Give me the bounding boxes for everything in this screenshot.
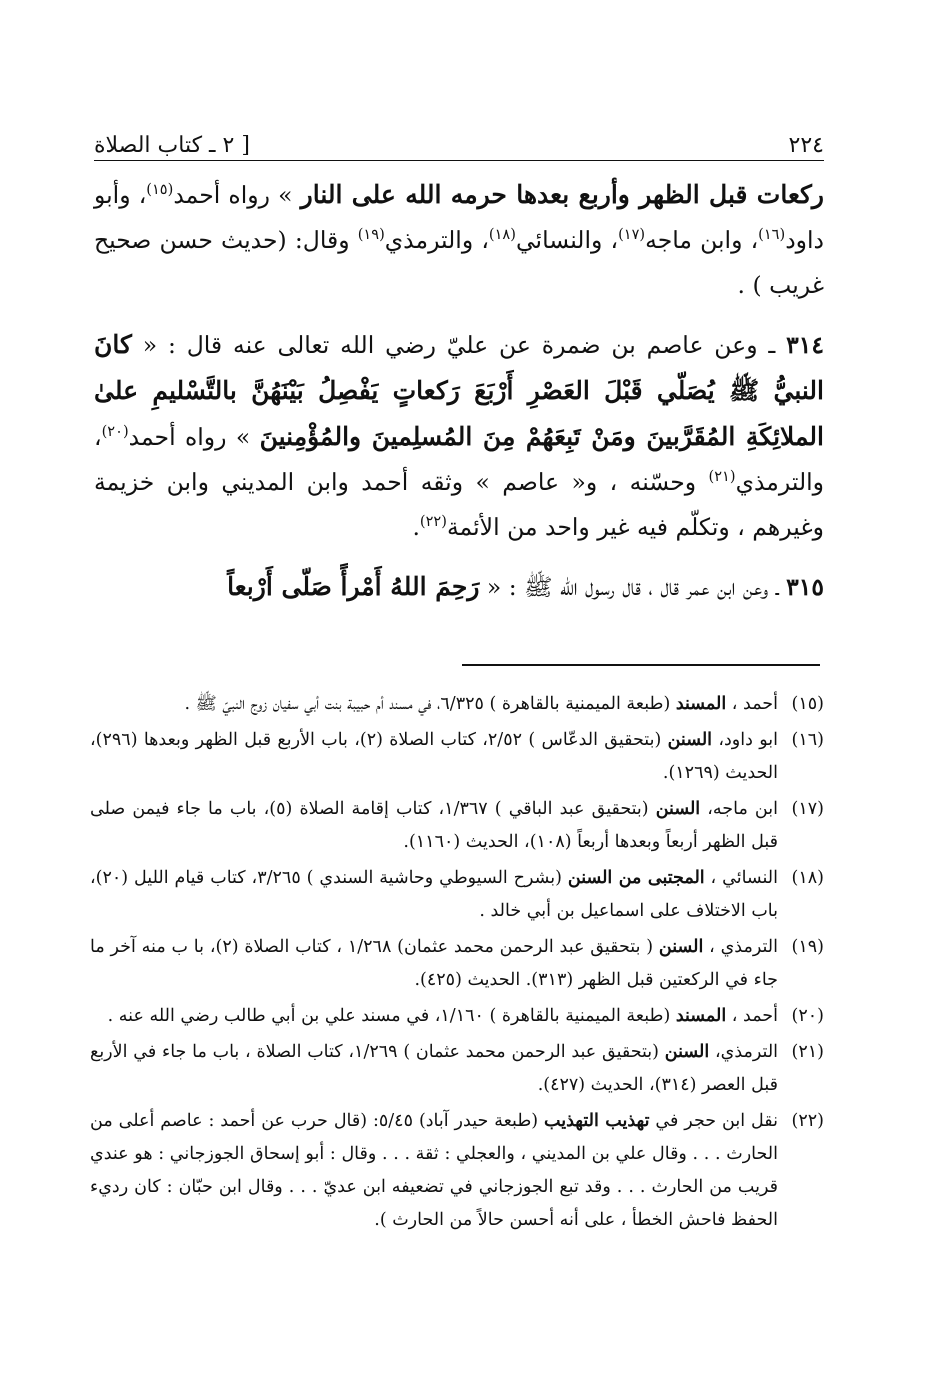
text-span: ابو داود، xyxy=(712,730,778,750)
footnote-19 xyxy=(90,931,824,997)
footnote-ref: (١٧) xyxy=(618,226,646,244)
footnote-20 xyxy=(90,1000,824,1033)
footnote-number: (٢٠) xyxy=(791,1006,824,1026)
text-span: ، والترمذي xyxy=(94,423,824,496)
source-title: المسند xyxy=(675,694,727,714)
footnote-text xyxy=(90,688,778,721)
hadith-text: ركعات قبل الظهر وأربع بعدها حرمه الله على النار xyxy=(300,180,824,209)
footnote-divider xyxy=(462,664,820,666)
footnote-text xyxy=(90,793,778,859)
hadith-number: ٣١٥ xyxy=(786,573,824,601)
text-span: (بتحقيق الدعّاس ) ٢/٥٢، كتاب الصلاة (٢)، باب الأربع قبل الظهر وبعدها (٢٩٦)، الحديث (١٢٦٩). xyxy=(90,730,778,783)
text-span: ـ وعن ابن عمر قال ، قال رسول الله ﷺ : « xyxy=(479,573,787,601)
text-span: (طبعة الميمنية بالقاهرة ) ١/١٦٠، في مسند علي بن أبي طالب رضي الله عنه . xyxy=(107,1006,676,1026)
footnote-number: (٢٢) xyxy=(791,1111,824,1131)
footnote-text xyxy=(90,862,778,928)
footnote-ref: (٢١) xyxy=(708,468,736,486)
source-title: السنن xyxy=(664,1042,710,1062)
footnote-text xyxy=(90,1036,778,1102)
text-span: نقل ابن حجر في xyxy=(649,1111,778,1131)
text-span: النسائي ، xyxy=(704,868,779,888)
footnote-ref: (٢٢) xyxy=(419,513,447,531)
footnote-ref: (١٦) xyxy=(758,226,786,244)
hadith-text: كانَ النبيُّ ﷺ يُصَلّي قَبْلَ العَصْرِ أَرْبَعَ رَكعاتٍ يَفْصِلُ بَيْنَهُنَّ بالتَّسْليمِ علىٰ الملائِكَةِ المُقَرَّبينَ ومَنْ تَبِعَهُمْ مِنَ المُسلِمينَ والمُؤْمِنينَ xyxy=(94,330,824,451)
text-span: (بشرح السيوطي وحاشية السندي ) ٣/٢٦٥، كتاب قيام الليل (٢٠)، باب الاختلاف على اسماعيل بن أبي خالد . xyxy=(90,868,778,921)
hadith-text: رَحِمَ اللهُ أَمْرأً صَلّى أَرْبعاً xyxy=(227,572,480,601)
text-span: ابن ماجه، xyxy=(700,799,778,819)
text-span: الترمذي ، xyxy=(703,937,778,957)
footnote-18 xyxy=(90,862,824,928)
footnotes xyxy=(90,688,824,1240)
source-title: السنن xyxy=(667,730,713,750)
hadith-number: ٣١٤ xyxy=(786,331,824,359)
footnote-text xyxy=(90,931,778,997)
text-span: . xyxy=(412,513,420,541)
footnote-number: (١٦) xyxy=(791,730,824,750)
footnote-number: (١٩) xyxy=(791,937,824,957)
source-title: السنن xyxy=(655,799,701,819)
footnote-ref: (١٥) xyxy=(146,181,174,199)
footnote-text xyxy=(90,1000,778,1033)
text-span: أحمد ، xyxy=(726,694,778,714)
footnote-text xyxy=(90,1105,778,1237)
text-span: ( بتحقيق عبد الرحمن محمد عثمان) ١/٢٦٨ ، كتاب الصلاة (٢)، با ب منه آخر ما جاء في الركعتين قبل الظهر (٣١٣). الحديث (٤٢٥). xyxy=(90,937,778,990)
footnote-21 xyxy=(90,1036,824,1102)
footnote-number: (٢١) xyxy=(791,1042,824,1062)
page-number: ٢٢٤ xyxy=(788,133,824,158)
text-span: أحمد ، xyxy=(726,1006,778,1026)
text-span: ، والترمذي xyxy=(384,226,489,254)
footnote-text xyxy=(90,724,778,790)
footnote-number: (١٥) xyxy=(791,694,824,714)
footnote-22 xyxy=(90,1105,824,1237)
footnote-number: (١٧) xyxy=(791,799,824,819)
text-span: الترمذي، xyxy=(709,1042,779,1062)
page-header xyxy=(94,118,824,158)
text-span: » رواه أحمد xyxy=(128,423,260,451)
text-span: وحسّنه ، و« عاصم » وثقه أحمد وابن المديني وابن خزيمة وغيرهم ، وتكلّم فيه غير واحد من الأئمة xyxy=(94,468,824,541)
source-title: السنن xyxy=(658,937,704,957)
text-span: ، والنسائي xyxy=(515,226,619,254)
text-span: (بتحقيق عبد الرحمن محمد عثمان ) ١/٢٦٩، كتاب الصلاة ، باب ما جاء في الأربع قبل العصر (٣١٤)، الحديث (٤٢٧). xyxy=(90,1042,778,1095)
footnote-number: (١٨) xyxy=(791,868,824,888)
paragraph-continuation xyxy=(94,172,824,308)
header-divider xyxy=(94,160,824,161)
footnote-17 xyxy=(90,793,824,859)
text-span: » رواه أحمد xyxy=(173,181,301,209)
chapter-title: [ ٢ ـ كتاب الصلاة xyxy=(94,133,250,158)
text-span: وقال: (حديث حسن صحيح غريب ) . xyxy=(94,226,824,299)
text-span: ، وأبو داود xyxy=(94,181,825,254)
source-title: المجتبى من السنن xyxy=(567,868,705,888)
footnote-ref: (١٨) xyxy=(488,226,516,244)
text-span: (بتحقيق عبد الباقي ) ١/٣٦٧، كتاب إقامة الصلاة (٥)، باب ما جاء فيمن صلى قبل الظهر أربعاً وبعدها أربعاً (١٠٨)، الحديث (١١٦٠). xyxy=(90,799,778,852)
text-span: ـ وعن عاصم بن ضمرة عن عليّ رضي الله تعالى عنه قال : « xyxy=(131,331,787,359)
main-text xyxy=(94,172,824,624)
source-title: المسند xyxy=(675,1006,727,1026)
text-span: ، وابن ماجه xyxy=(645,226,759,254)
footnote-15 xyxy=(90,688,824,721)
source-title: تهذيب التهذيب xyxy=(544,1111,650,1131)
footnote-ref: (١٩) xyxy=(357,226,385,244)
text-span: (طبعة الميمنية بالقاهرة ) ٦/٣٢٥، في مسند أم حبيبة بنت أبي سفيان زوج النبيّ ﷺ . xyxy=(184,694,676,714)
paragraph-314 xyxy=(94,322,824,550)
text-span: (طبعة حيدر آباد) ٥/٤٥: (قال حرب عن أحمد : عاصم أعلى من الحارث . . . وقال علي بن المديني ، والعجلي : ثقة . . . وقال : أبو إسحاق الجوزجاني : هو عندي قريب من الحارث . . . وقد تبع الجوزجاني في تضعيفه ابن عديّ . . . وقال ابن حبّان : كان رديء الحفظ فاحش الخطأ ، على أنه أحسن حالاً من الحارث ). xyxy=(90,1111,778,1230)
footnote-ref: (٢٠) xyxy=(101,423,129,441)
footnote-16 xyxy=(90,724,824,790)
paragraph-315 xyxy=(94,564,824,610)
